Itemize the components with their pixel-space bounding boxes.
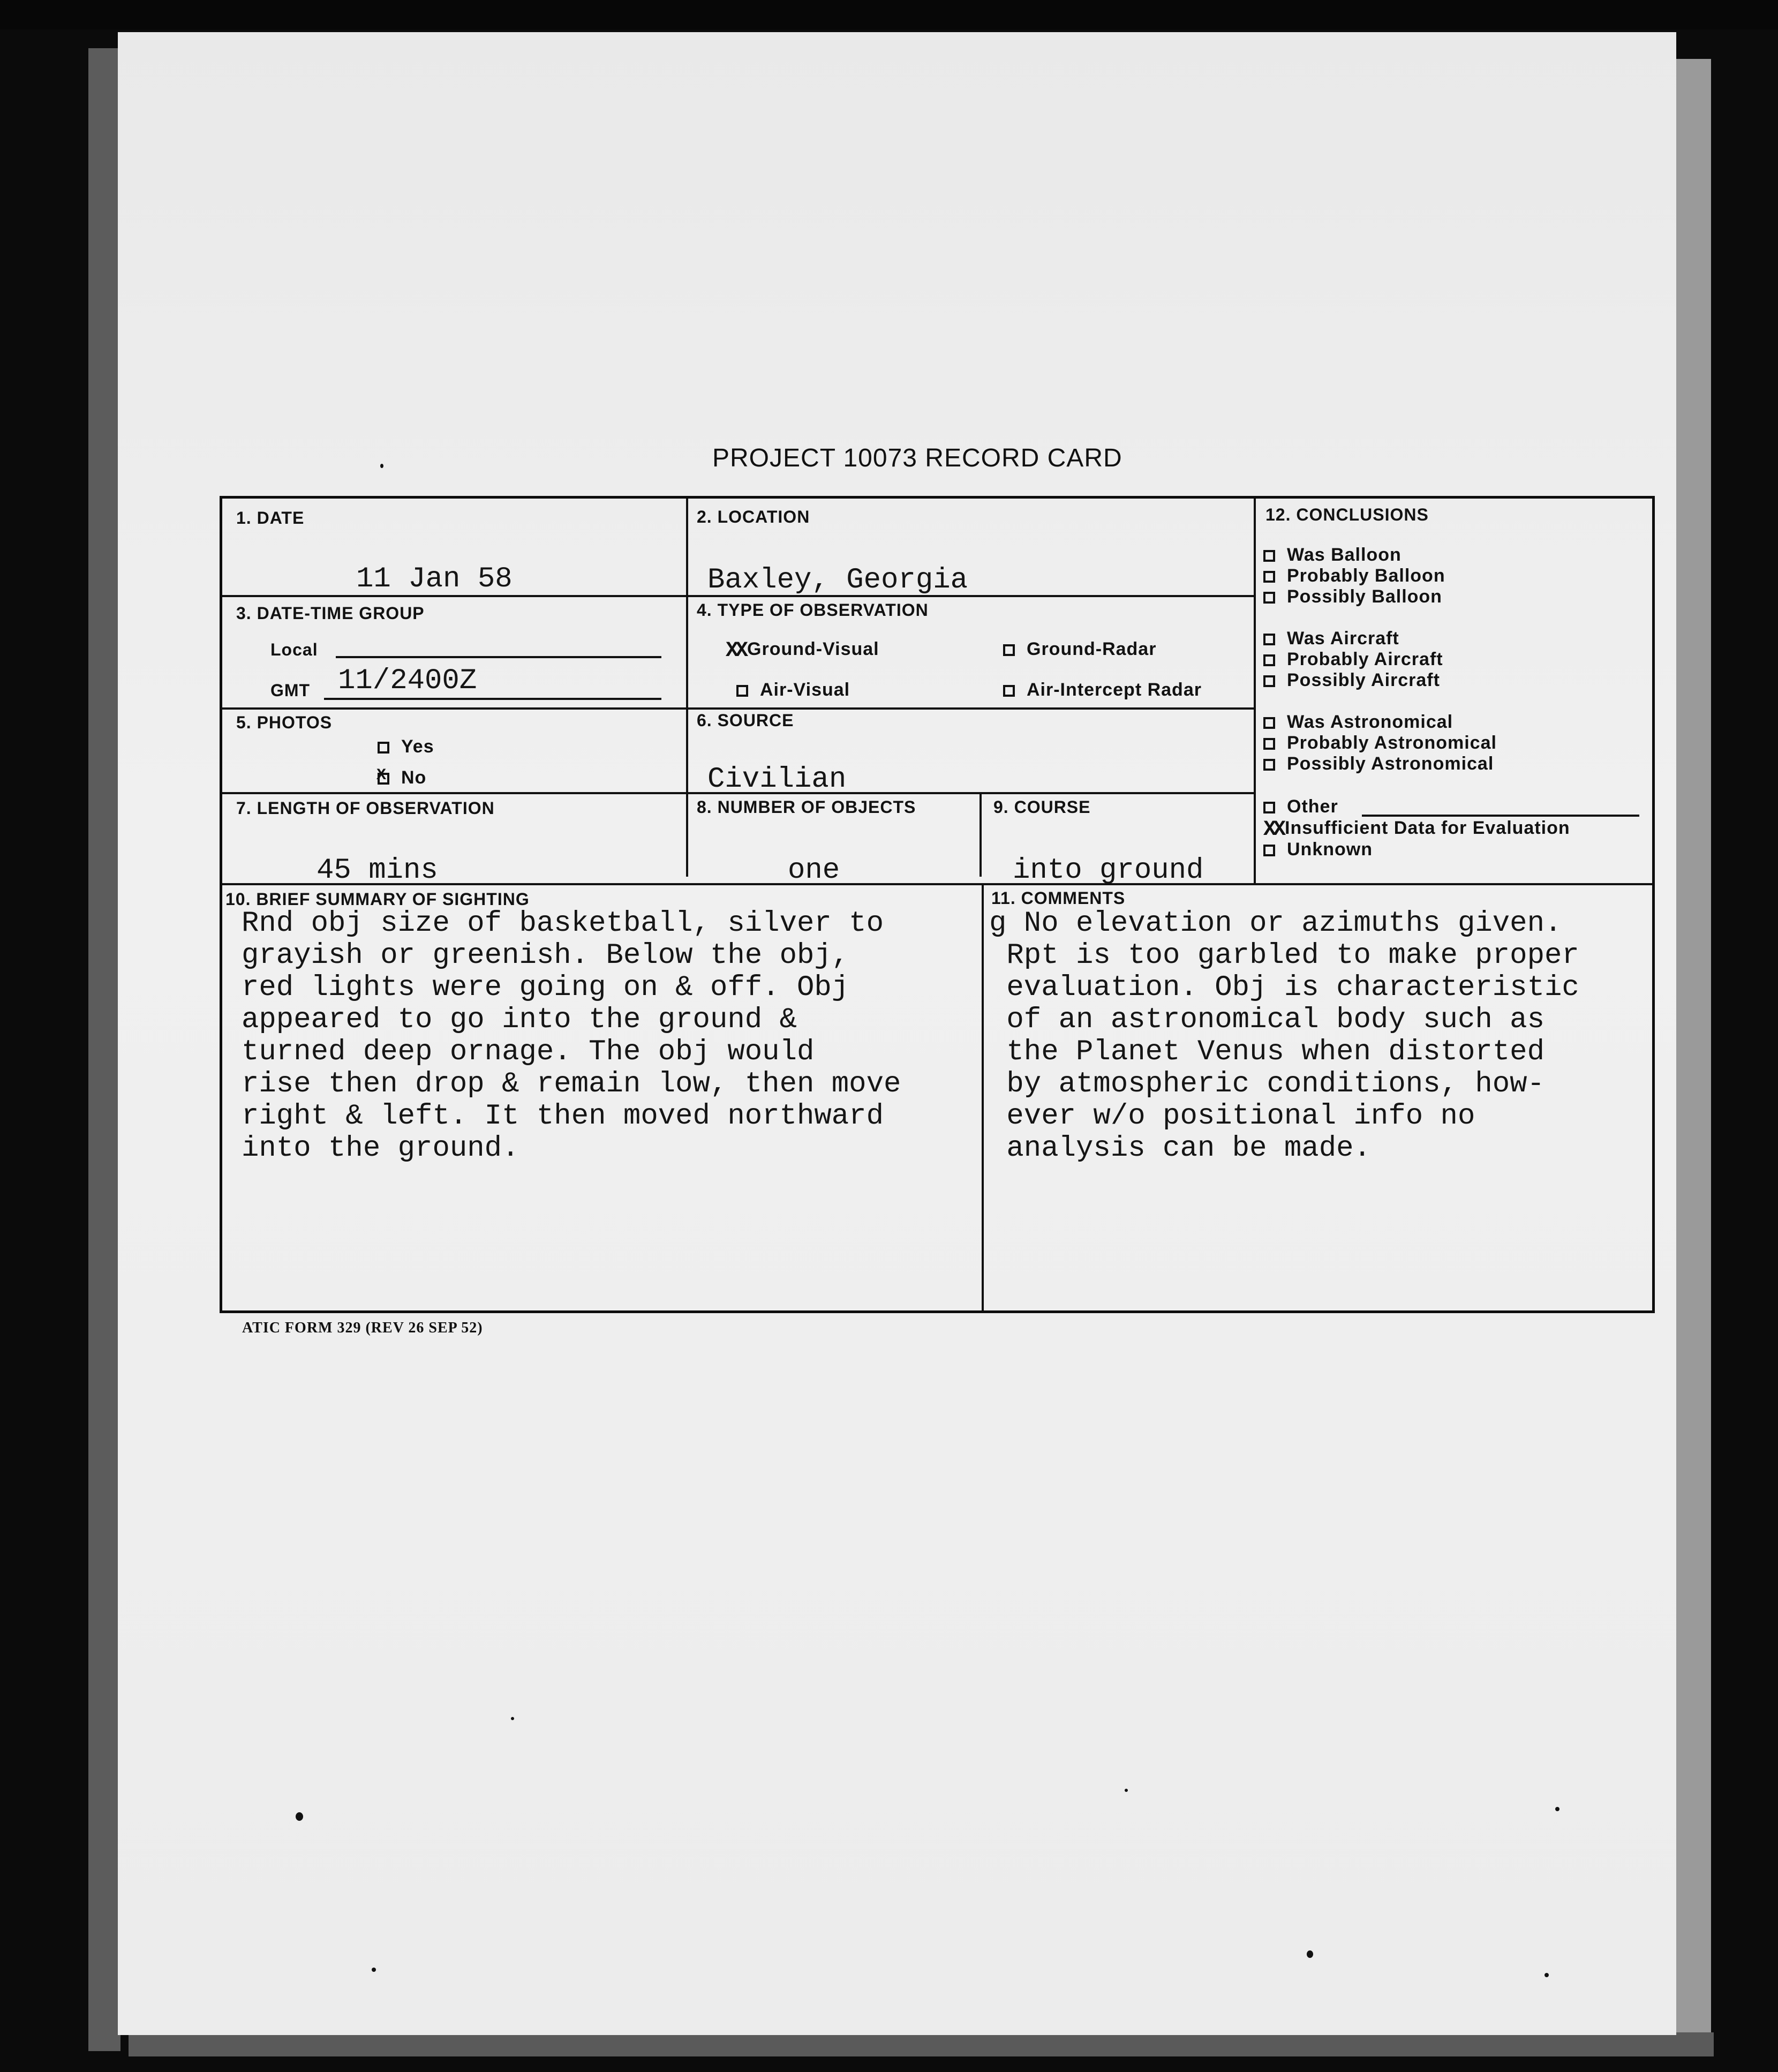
- was-aircraft-text: Was Aircraft: [1287, 628, 1399, 649]
- local-label: Local: [270, 640, 318, 659]
- film-speck: [1125, 1789, 1128, 1792]
- conclusion-was-astronomical: [1263, 712, 1453, 733]
- probably-balloon-checkbox: [1263, 571, 1275, 583]
- record-card: [220, 496, 1655, 1313]
- photos-yes-option: [378, 736, 434, 757]
- film-edge-bottom: [129, 2032, 1714, 2056]
- source-label: 6. SOURCE: [697, 711, 794, 730]
- possibly-aircraft-text: Possibly Aircraft: [1287, 670, 1440, 690]
- divider-col-conclusions: [1254, 499, 1256, 884]
- was-astronomical-text: Was Astronomical: [1287, 712, 1453, 732]
- film-speck: [511, 1717, 514, 1720]
- photos-no-mark: X: [376, 766, 387, 785]
- possibly-astronomical-checkbox: [1263, 759, 1275, 771]
- probably-astronomical-text: Probably Astronomical: [1287, 733, 1497, 753]
- other-text: Other: [1287, 796, 1338, 817]
- conclusions-label: 12. CONCLUSIONS: [1265, 505, 1429, 524]
- photos-no-text: No: [401, 767, 427, 788]
- conclusion-probably-balloon: [1263, 566, 1445, 586]
- course-value: into ground: [1013, 854, 1204, 887]
- brief-summary-line-3: red lights were going on & off. Obj: [242, 971, 849, 1004]
- film-speck: [1555, 1807, 1559, 1811]
- conclusion-possibly-aircraft: [1263, 670, 1440, 691]
- other-underline: [1362, 815, 1639, 817]
- air-visual-checkbox: [736, 685, 748, 697]
- comments-line-5: the Planet Venus when distorted: [989, 1036, 1545, 1068]
- film-speck: [380, 464, 383, 468]
- other-checkbox: [1263, 802, 1275, 813]
- air-intercept-radar-option: [1003, 680, 1202, 700]
- divider-col-1: [686, 499, 688, 877]
- ground-visual-text: Ground-Visual: [747, 639, 879, 659]
- conclusion-was-aircraft: [1263, 628, 1399, 649]
- course-label: 9. COURSE: [993, 797, 1091, 817]
- number-of-objects-label: 8. NUMBER OF OBJECTS: [697, 797, 916, 817]
- unknown-text: Unknown: [1287, 839, 1373, 860]
- film-edge-top: [0, 0, 1778, 29]
- ground-visual-option: [726, 639, 879, 663]
- photos-yes-text: Yes: [401, 736, 434, 757]
- film-speck: [372, 1968, 376, 1972]
- comments-line-4: of an astronomical body such as: [989, 1004, 1545, 1036]
- gmt-underline: [324, 698, 661, 700]
- photos-no-option: [378, 767, 426, 788]
- comments-line-3: evaluation. Obj is characteristic: [989, 971, 1579, 1004]
- possibly-balloon-text: Possibly Balloon: [1287, 586, 1442, 607]
- film-edge-right: [1676, 59, 1711, 2040]
- insufficient-data-check-mark: XX: [1263, 818, 1283, 842]
- photos-yes-checkbox: [378, 742, 389, 754]
- probably-aircraft-text: Probably Aircraft: [1287, 649, 1443, 669]
- possibly-aircraft-checkbox: [1263, 675, 1275, 687]
- possibly-balloon-checkbox: [1263, 592, 1275, 604]
- film-speck: [296, 1812, 303, 1821]
- film-edge-left: [88, 48, 120, 2051]
- card-title: PROJECT 10073 RECORD CARD: [712, 444, 1122, 472]
- conclusion-possibly-astronomical: [1263, 754, 1494, 774]
- was-aircraft-checkbox: [1263, 634, 1275, 645]
- brief-summary-line-2: grayish or greenish. Below the obj,: [242, 939, 849, 972]
- film-speck: [1545, 1973, 1549, 1977]
- divider-row-2: [222, 707, 1254, 710]
- brief-summary-line-4: appeared to go into the ground &: [242, 1004, 797, 1036]
- gmt-label: GMT: [270, 681, 311, 700]
- was-balloon-checkbox: [1263, 550, 1275, 562]
- brief-summary-line-8: into the ground.: [242, 1132, 519, 1165]
- film-speck: [1307, 1950, 1313, 1958]
- date-label: 1. DATE: [236, 508, 305, 528]
- length-of-observation-label: 7. LENGTH OF OBSERVATION: [236, 798, 495, 818]
- possibly-astronomical-text: Possibly Astronomical: [1287, 754, 1494, 774]
- number-of-objects-value: one: [788, 854, 840, 887]
- form-number-footer: ATIC FORM 329 (REV 26 SEP 52): [242, 1320, 483, 1336]
- conclusion-probably-astronomical: [1263, 733, 1497, 754]
- ground-visual-check-mark: XX: [726, 639, 745, 663]
- comments-line-8: analysis can be made.: [989, 1132, 1371, 1165]
- conclusion-insufficient-data: [1263, 818, 1570, 842]
- date-time-group-label: 3. DATE-TIME GROUP: [236, 604, 425, 623]
- comments-line-1: g No elevation or azimuths given.: [989, 907, 1562, 940]
- ground-radar-checkbox: [1003, 644, 1015, 656]
- comments-line-2: Rpt is too garbled to make proper: [989, 939, 1579, 972]
- divider-col-course: [980, 794, 982, 877]
- date-value: 11 Jan 58: [356, 563, 513, 596]
- comments-line-6: by atmospheric conditions, how-: [989, 1068, 1545, 1101]
- source-value: Civilian: [707, 763, 847, 796]
- conclusion-unknown: [1263, 839, 1373, 860]
- air-intercept-radar-checkbox: [1003, 685, 1015, 697]
- conclusion-was-balloon: [1263, 545, 1402, 566]
- probably-aircraft-checkbox: [1263, 654, 1275, 666]
- brief-summary-line-7: right & left. It then moved northward: [242, 1100, 884, 1133]
- brief-summary-line-1: Rnd obj size of basketball, silver to: [242, 907, 884, 940]
- was-astronomical-checkbox: [1263, 717, 1275, 729]
- probably-astronomical-checkbox: [1263, 738, 1275, 750]
- conclusion-other: [1263, 796, 1338, 817]
- ground-radar-option: [1003, 639, 1156, 660]
- length-of-observation-value: 45 mins: [317, 854, 438, 887]
- conclusion-possibly-balloon: [1263, 586, 1442, 607]
- divider-summary-comments: [982, 885, 984, 1310]
- comments-label: 11. COMMENTS: [991, 888, 1126, 908]
- air-visual-option: [736, 680, 850, 700]
- probably-balloon-text: Probably Balloon: [1287, 566, 1445, 586]
- brief-summary-line-6: rise then drop & remain low, then move: [242, 1068, 901, 1101]
- conclusion-probably-aircraft: [1263, 649, 1443, 670]
- comments-line-7: ever w/o positional info no: [989, 1100, 1475, 1133]
- unknown-checkbox: [1263, 845, 1275, 856]
- local-underline: [336, 656, 661, 658]
- air-visual-text: Air-Visual: [760, 680, 850, 700]
- air-intercept-radar-text: Air-Intercept Radar: [1027, 680, 1202, 700]
- ground-radar-text: Ground-Radar: [1027, 639, 1157, 659]
- insufficient-data-text: Insufficient Data for Evaluation: [1285, 818, 1570, 838]
- brief-summary-line-5: turned deep ornage. The obj would: [242, 1036, 815, 1068]
- photos-no-checkbox: [376, 766, 389, 785]
- was-balloon-text: Was Balloon: [1287, 545, 1402, 565]
- location-value: Baxley, Georgia: [707, 564, 968, 597]
- photos-label: 5. PHOTOS: [236, 713, 333, 732]
- location-label: 2. LOCATION: [697, 507, 810, 526]
- brief-summary-label: 10. BRIEF SUMMARY OF SIGHTING: [225, 890, 530, 909]
- type-of-observation-label: 4. TYPE OF OBSERVATION: [697, 600, 929, 620]
- gmt-value: 11/2400Z: [338, 665, 477, 697]
